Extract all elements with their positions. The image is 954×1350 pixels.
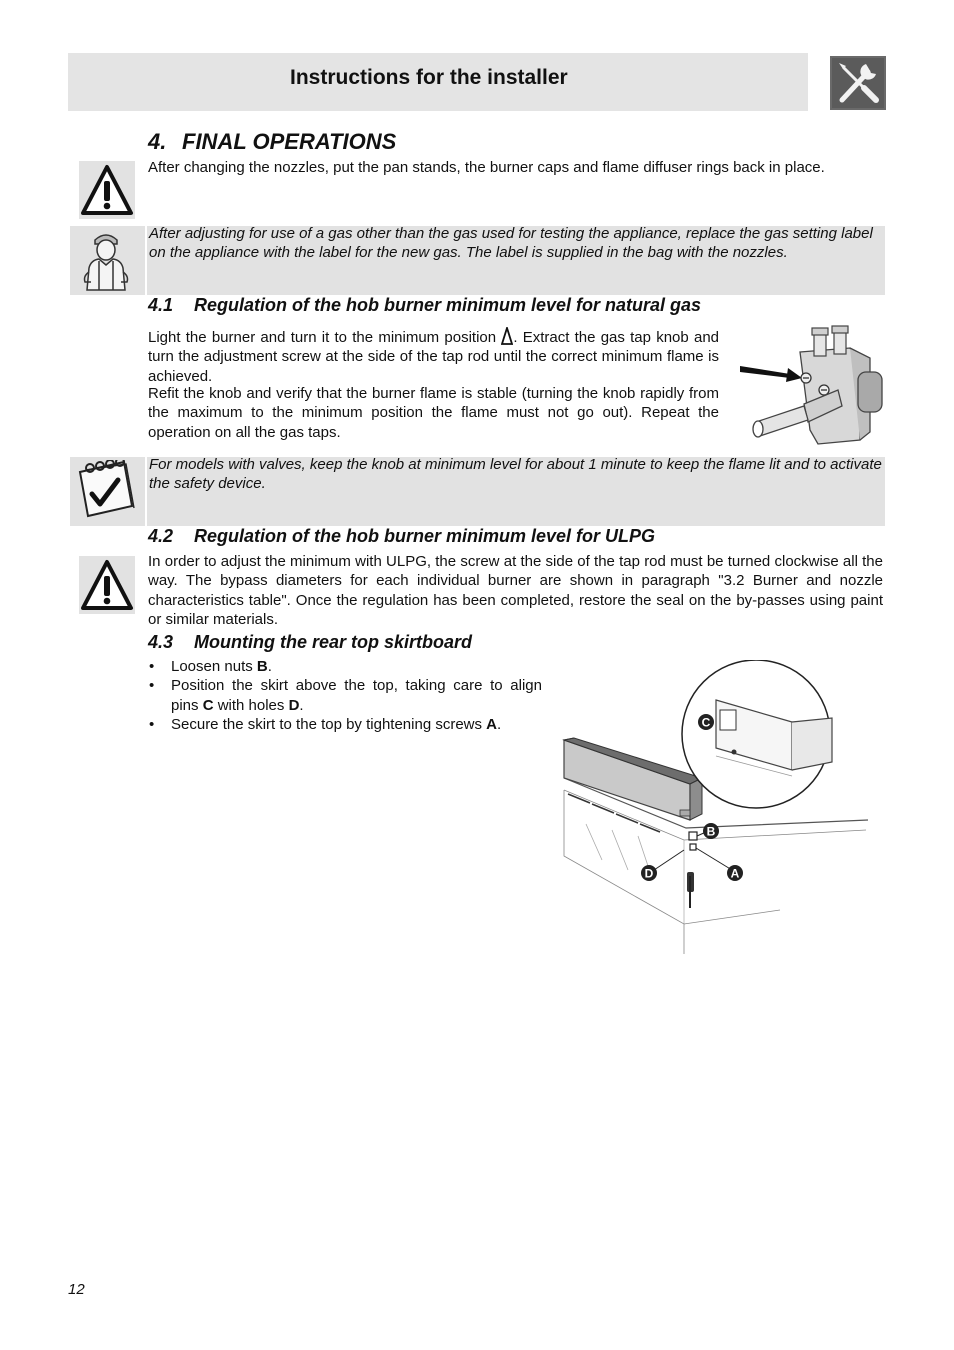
section-heading bbox=[148, 129, 396, 155]
callout-a: A bbox=[730, 866, 740, 881]
skirtboard-mounting-illustration bbox=[556, 660, 874, 956]
section-title: FINAL OPERATIONS bbox=[182, 129, 397, 154]
subsection-4-1-paragraph-2: Refit the knob and verify that the burner flame is stable (turning the knob rapidly from the maximum to the minimum position the flame must not go out). Repeat the operation on all the gas taps. bbox=[148, 385, 719, 441]
callout-b: B bbox=[706, 824, 716, 839]
tools-icon bbox=[830, 56, 886, 110]
list-item: • Loosen nuts B. bbox=[148, 657, 542, 676]
subsection-4-2-paragraph: In order to adjust the minimum with ULPG, the screw at the side of the tap rod must be turned clockwise all the way. The bypass diameters for each individual burner are shown in paragraph "3.2 Burner and nozzle characteristics table". Once the regulation has been completed, restore the seal on the by-passes using paint or similar materials. bbox=[148, 553, 883, 628]
para1-before: Light the burner and turn it to the minimum position bbox=[148, 329, 502, 346]
warning-triangle-icon bbox=[79, 556, 135, 614]
subsection-4-2-title: Regulation of the hob burner minimum level for ULPG bbox=[194, 526, 656, 546]
subsection-4-3-heading bbox=[148, 632, 472, 653]
list-item: • Secure the skirt to the top by tightening screws A. bbox=[148, 715, 542, 734]
subsection-4-1-title: Regulation of the hob burner minimum level for natural gas bbox=[194, 295, 702, 315]
flame-minimum-icon bbox=[501, 327, 513, 345]
subsection-4-3-number: 4.3 bbox=[148, 632, 174, 652]
callout-c: C bbox=[701, 715, 711, 730]
installer-note-text: After adjusting for use of a gas other than the gas used for testing the appliance, replace the gas setting label on the appliance with the label for the new gas. The label is supplied in the bag with the nozzles. bbox=[149, 225, 873, 262]
subsection-4-1-number: 4.1 bbox=[148, 295, 174, 315]
note-text: For models with valves, keep the knob at minimum level for about 1 minute to keep the flame lit and to activate the safety device. bbox=[149, 456, 882, 493]
page-number: 12 bbox=[68, 1281, 85, 1298]
subsection-4-2-number: 4.2 bbox=[148, 526, 174, 546]
subsection-4-1-heading bbox=[148, 295, 701, 316]
gas-tap-illustration bbox=[738, 322, 888, 450]
section-number: 4. bbox=[148, 129, 167, 154]
list-item: • Position the skirt above the top, taking care to align pins C with holes D. bbox=[148, 676, 542, 715]
callout-d: D bbox=[644, 866, 654, 881]
subsection-4-3-title: Mounting the rear top skirtboard bbox=[194, 632, 473, 652]
para1-after: . Extract the gas tap knob and turn the adjustment screw at the side of the tap rod until the correct minimum flame is achieved. bbox=[148, 329, 720, 385]
warning-triangle-icon bbox=[79, 161, 135, 219]
notepad-checkmark-icon bbox=[74, 460, 138, 522]
mounting-steps-list bbox=[148, 657, 542, 734]
subsection-4-1-paragraph-1 bbox=[148, 327, 719, 386]
installer-person-icon bbox=[77, 228, 135, 292]
section-intro: After changing the nozzles, put the pan stands, the burner caps and flame diffuser rings back in place. bbox=[148, 159, 825, 176]
subsection-4-2-heading bbox=[148, 526, 655, 547]
page-header-title: Instructions for the installer bbox=[290, 66, 568, 89]
